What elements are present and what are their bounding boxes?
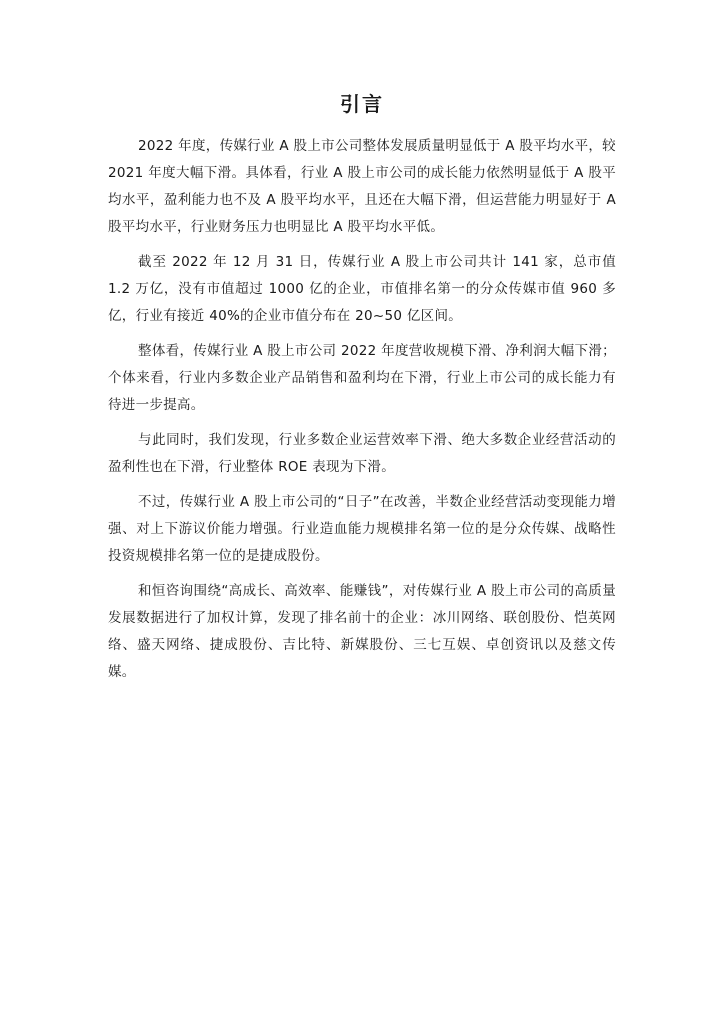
body-text (108, 133, 616, 694)
paragraph-2: 截至 2022 年 12 月 31 日，传媒行业 A 股上市公司共计 141 家，总市值 1.2 万亿，没有市值超过 1000 亿的企业，市值排名第一的分众传媒市值 960 多亿，行业有接近 40%的企业市值分布在 20~50 亿区间。 (108, 254, 616, 324)
paragraph-3: 整体看，传媒行业 A 股上市公司 2022 年度营收规模下滑、净利润大幅下滑；个体来看，行业内多数企业产品销售和盈利均在下滑，行业上市公司的成长能力有待进一步提高。 (108, 343, 616, 413)
paragraph-4: 与此同时，我们发现，行业多数企业运营效率下滑、绝大多数企业经营活动的盈利性也在下滑，行业整体 ROE 表现为下滑。 (108, 432, 616, 475)
paragraph-5: 不过，传媒行业 A 股上市公司的“日子”在改善，半数企业经营活动变现能力增强、对上下游议价能力增强。行业造血能力规模排名第一位的是分众传媒、战略性投资规模排名第一位的是捷成股份。 (108, 494, 616, 564)
paragraph-6: 和恒咨询围绕“高成长、高效率、能赚钱”，对传媒行业 A 股上市公司的高质量发展数据进行了加权计算，发现了排名前十的企业：冰川网络、联创股份、恺英网络、盛天网络、捷成股份、吉比特、新媒股份、三七互娱、卓创资讯以及慈文传媒。 (108, 583, 616, 680)
paragraph-1: 2022 年度，传媒行业 A 股上市公司整体发展质量明显低于 A 股平均水平，较 2021 年度大幅下滑。具体看，行业 A 股上市公司的成长能力依然明显低于 A 股平均水平，盈利能力也不及 A 股平均水平，且还在大幅下滑，但运营能力明显好于 A 股平均水平，行业财务压力也明显比 A 股平均水平低。 (108, 138, 616, 235)
page-title: 引言 (340, 92, 384, 116)
